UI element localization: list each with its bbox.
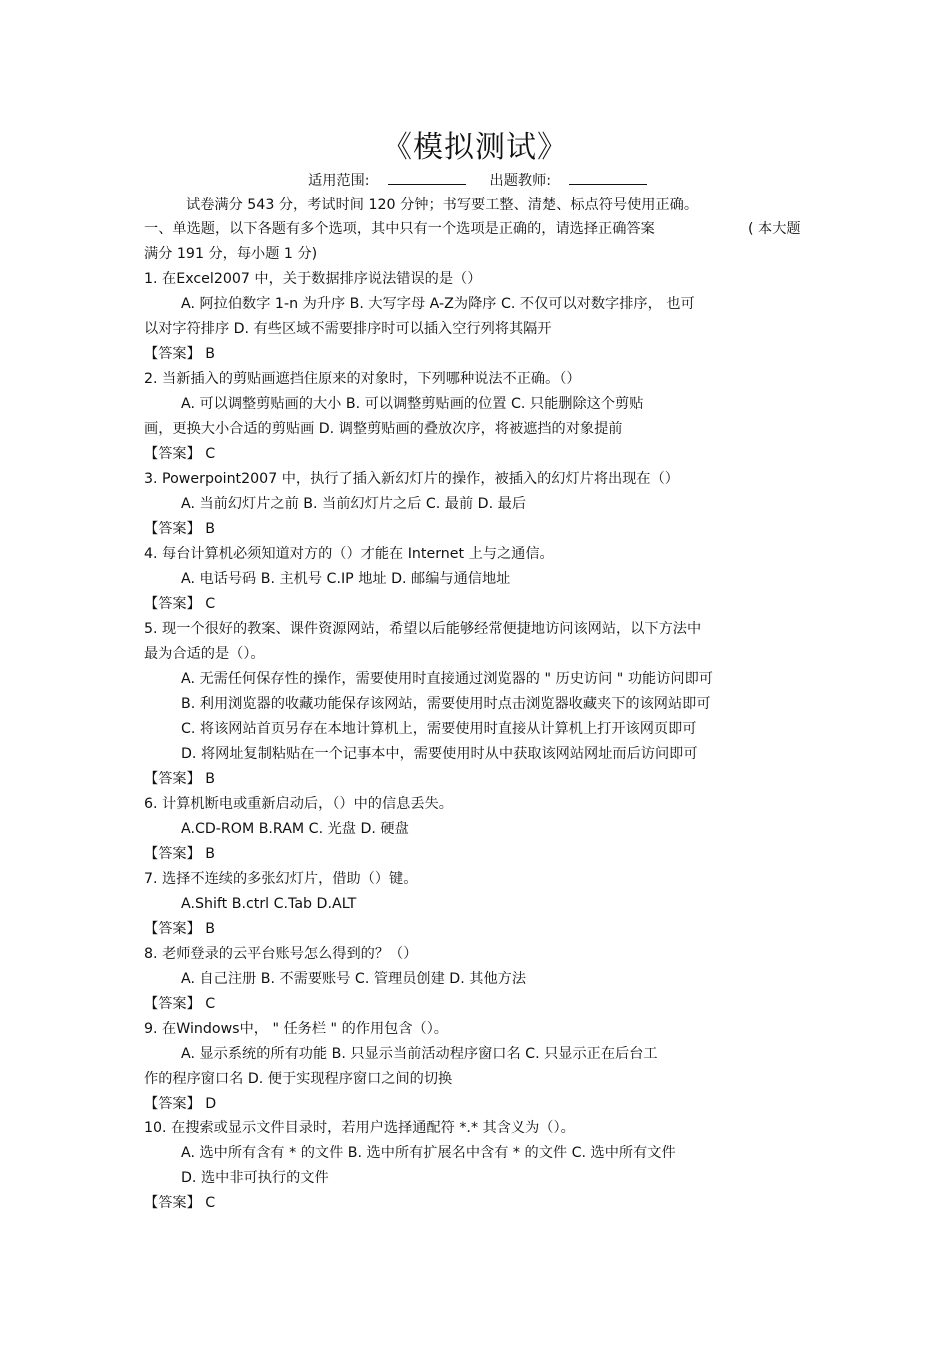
question-line: 作的程序窗口名 D. 便于实现程序窗口之间的切换: [144, 1071, 453, 1087]
exam-instructions: 试卷满分 543 分，考试时间 120 分钟；书写要工整、清楚、标点符号使用正确。: [186, 197, 699, 213]
teacher-label: 出题教师:: [489, 173, 552, 189]
option-line: A. 阿拉伯数字 1-n 为升序 B. 大写字母 A-Z为降序 C. 不仅可以对数字排序， 也可: [181, 296, 695, 312]
answer-line: 【答案】 B: [144, 921, 215, 937]
question-line: 5. 现一个很好的教案、课件资源网站，希望以后能够经常便捷地访问该网站，以下方法中: [144, 621, 702, 637]
answer-line: 【答案】 B: [144, 521, 215, 537]
option-line: A. 选中所有含有 * 的文件 B. 选中所有扩展名中含有 * 的文件 C. 选中所有文件: [181, 1145, 676, 1161]
section-heading-right: ( 本大题: [748, 221, 801, 237]
answer-line: 【答案】 C: [144, 596, 216, 612]
question-line: 最为合适的是（）。: [144, 646, 265, 662]
page-title: 《模拟测试》: [382, 130, 568, 165]
question-line: 8. 老师登录的云平台账号怎么得到的？（）: [144, 946, 418, 962]
section-heading-cont: 满分 191 分，每小题 1 分): [144, 246, 318, 262]
question-line: 3. Powerpoint2007 中，执行了插入新幻灯片的操作，被插入的幻灯片将出现在（）: [144, 471, 679, 487]
question-line: 7. 选择不连续的多张幻灯片，借助（）键。: [144, 871, 418, 887]
section-heading: 一、单选题，以下各题有多个选项，其中只有一个选项是正确的，请选择正确答案: [144, 221, 655, 237]
question-line: 10. 在搜索或显示文件目录时，若用户选择通配符 *.* 其含义为（）。: [144, 1120, 575, 1136]
teacher-blank: [569, 170, 647, 185]
scope-label: 适用范围:: [308, 173, 370, 189]
option-line: A. 当前幻灯片之前 B. 当前幻灯片之后 C. 最前 D. 最后: [181, 496, 527, 512]
option-line: B. 利用浏览器的收藏功能保存该网站，需要使用时点击浏览器收藏夹下的该网站即可: [181, 696, 711, 712]
option-line: A. 无需任何保存性的操作，需要使用时直接通过浏览器的 " 历史访问 " 功能访问即可: [181, 671, 713, 687]
question-line: 以对字符排序 D. 有些区域不需要排序时可以插入空行列将其隔开: [144, 321, 552, 337]
answer-line: 【答案】 B: [144, 346, 215, 362]
question-line: 画，更换大小合适的剪贴画 D. 调整剪贴画的叠放次序，将被遮挡的对象提前: [144, 421, 623, 437]
option-line: D. 将网址复制粘贴在一个记事本中，需要使用时从中获取该网站网址而后访问即可: [181, 746, 698, 762]
option-line: A.Shift B.ctrl C.Tab D.ALT: [181, 896, 357, 912]
option-line: A. 电话号码 B. 主机号 C.IP 地址 D. 邮编与通信地址: [181, 571, 511, 587]
exam-meta: [308, 170, 651, 191]
option-line: C. 将该网站首页另存在本地计算机上，需要使用时直接从计算机上打开该网页即可: [181, 721, 697, 737]
option-line: A. 自己注册 B. 不需要账号 C. 管理员创建 D. 其他方法: [181, 971, 527, 987]
scope-blank: [388, 170, 466, 185]
option-line: A. 显示系统的所有功能 B. 只显示当前活动程序窗口名 C. 只显示正在后台工: [181, 1046, 658, 1062]
question-line: 4. 每台计算机必须知道对方的（）才能在 Internet 上与之通信。: [144, 546, 554, 562]
option-line: D. 选中非可执行的文件: [181, 1170, 329, 1186]
answer-line: 【答案】 C: [144, 1195, 216, 1211]
answer-line: 【答案】 D: [144, 1096, 217, 1112]
answer-line: 【答案】 C: [144, 996, 216, 1012]
question-line: 2. 当新插入的剪贴画遮挡住原来的对象时，下列哪种说法不正确。（）: [144, 371, 581, 387]
question-line: 1. 在Excel2007 中，关于数据排序说法错误的是（）: [144, 271, 482, 287]
question-line: 9. 在Windows中， " 任务栏 " 的作用包含（）。: [144, 1021, 448, 1037]
answer-line: 【答案】 C: [144, 446, 216, 462]
question-line: 6. 计算机断电或重新启动后，（）中的信息丢失。: [144, 796, 453, 812]
answer-line: 【答案】 B: [144, 846, 215, 862]
option-line: A.CD-ROM B.RAM C. 光盘 D. 硬盘: [181, 821, 409, 837]
answer-line: 【答案】 B: [144, 771, 215, 787]
option-line: A. 可以调整剪贴画的大小 B. 可以调整剪贴画的位置 C. 只能删除这个剪贴: [181, 396, 644, 412]
